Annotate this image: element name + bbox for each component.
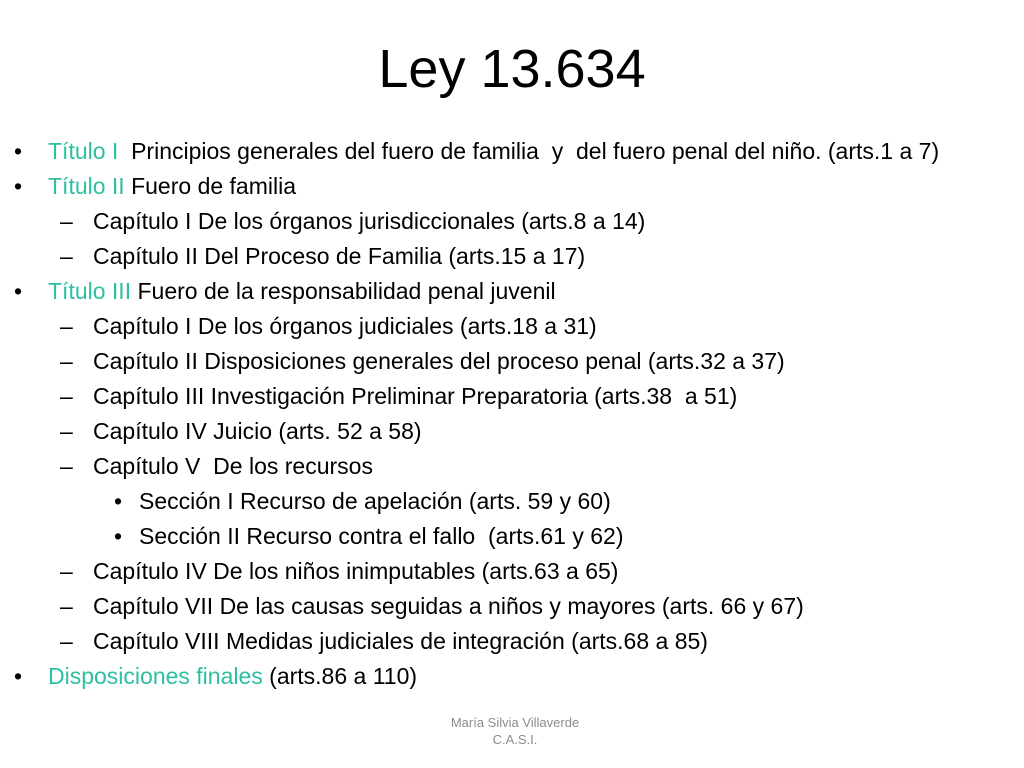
bullet-icon: •	[14, 138, 23, 164]
outline-item-chapter	[0, 348, 1024, 375]
outline-text: Fuero de familia	[124, 173, 297, 199]
outline-text: Capítulo VII De las causas seguidas a niños y mayores (arts. 66 y 67)	[93, 593, 804, 619]
bullet-icon: •	[114, 523, 123, 549]
dash-bullet-icon: –	[60, 313, 73, 339]
dash-bullet-icon: –	[60, 208, 73, 234]
outline-heading: Título III	[48, 278, 132, 304]
dash-bullet-icon: –	[60, 383, 73, 409]
footer-author: María Silvia Villaverde	[450, 715, 580, 730]
outline-text: Capítulo VIII Medidas judiciales de integración (arts.68 a 85)	[93, 628, 708, 654]
outline-item-title	[0, 173, 1024, 200]
outline-heading: Título I	[48, 138, 119, 164]
dash-bullet-icon: –	[60, 418, 73, 444]
outline-text: Capítulo I De los órganos judiciales (arts.18 a 31)	[93, 313, 597, 339]
dash-bullet-icon: –	[60, 628, 73, 654]
outline-item-section	[0, 523, 1024, 550]
dash-bullet-icon: –	[60, 348, 73, 374]
outline-item-chapter	[0, 313, 1024, 340]
outline-text: Sección I Recurso de apelación (arts. 59 y 60)	[139, 488, 611, 514]
outline-item-title	[0, 278, 1024, 305]
outline-text: Fuero de la responsabilidad penal juvenil	[131, 278, 556, 304]
outline-heading: Título II	[48, 173, 125, 199]
outline-item-chapter	[0, 383, 1024, 410]
outline-text: Capítulo II Disposiciones generales del proceso penal (arts.32 a 37)	[93, 348, 785, 374]
outline-heading: Disposiciones finales	[48, 663, 263, 689]
outline-text: Capítulo II Del Proceso de Familia (arts.15 a 17)	[93, 243, 586, 269]
outline-text: (arts.86 a 110)	[262, 663, 418, 689]
bullet-icon: •	[14, 663, 23, 689]
outline-text: Sección II Recurso contra el fallo (arts.61 y 62)	[139, 523, 624, 549]
outline-item-section	[0, 488, 1024, 515]
outline-text: Capítulo I De los órganos jurisdiccionales (arts.8 a 14)	[93, 208, 646, 234]
slide-title: Ley 13.634	[378, 39, 646, 99]
outline-item-chapter	[0, 208, 1024, 235]
outline-text: Principios generales del fuero de familia y del fuero penal del niño. (arts.1 a 7)	[118, 138, 940, 164]
outline-item-title	[0, 138, 1024, 165]
outline-item-title	[0, 663, 1024, 690]
footer-organization: C.A.S.I.	[492, 732, 538, 747]
outline-item-chapter	[0, 628, 1024, 655]
outline-text: Capítulo IV Juicio (arts. 52 a 58)	[93, 418, 422, 444]
outline-item-chapter	[0, 418, 1024, 445]
outline-text: Capítulo III Investigación Preliminar Preparatoria (arts.38 a 51)	[93, 383, 738, 409]
bullet-icon: •	[14, 173, 23, 199]
dash-bullet-icon: –	[60, 558, 73, 584]
outline-text: Capítulo V De los recursos	[93, 453, 373, 479]
outline-item-chapter	[0, 558, 1024, 585]
outline-item-chapter	[0, 453, 1024, 480]
outline-item-chapter	[0, 243, 1024, 270]
dash-bullet-icon: –	[60, 243, 73, 269]
dash-bullet-icon: –	[60, 593, 73, 619]
bullet-icon: •	[14, 278, 23, 304]
bullet-icon: •	[114, 488, 123, 514]
outline-list	[0, 138, 1024, 698]
outline-item-chapter	[0, 593, 1024, 620]
footer	[380, 714, 650, 748]
dash-bullet-icon: –	[60, 453, 73, 479]
outline-text: Capítulo IV De los niños inimputables (arts.63 a 65)	[93, 558, 619, 584]
